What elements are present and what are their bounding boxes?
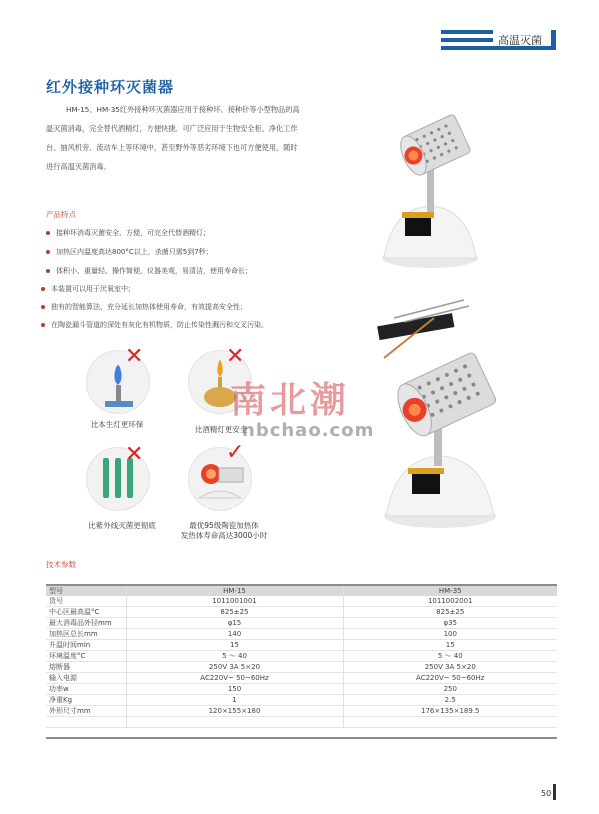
header-bar-top bbox=[441, 30, 493, 34]
table-cell: 净重Kg bbox=[46, 695, 126, 706]
table-row bbox=[46, 607, 557, 618]
table-cell: 环境温度°C bbox=[46, 651, 126, 662]
cross-icon: ✕ bbox=[226, 344, 245, 369]
table-header-row bbox=[46, 585, 557, 596]
header-bar-mid bbox=[441, 38, 493, 42]
table-row bbox=[46, 618, 557, 629]
table-row bbox=[46, 662, 557, 673]
comparison-caption: 比本生灯更环保 bbox=[90, 420, 144, 429]
table-cell: 250V 3A 5×20 bbox=[126, 662, 343, 673]
table-cell: 1011002001 bbox=[343, 596, 557, 607]
column-header: HM-15 bbox=[126, 585, 343, 596]
table-cell: 5 ～ 40 bbox=[126, 651, 343, 662]
feature-item bbox=[46, 228, 210, 238]
table-cell: 中心区最高温°C bbox=[46, 607, 126, 618]
table-cell bbox=[46, 717, 126, 728]
feature-item bbox=[41, 320, 268, 330]
table-cell bbox=[343, 717, 557, 728]
intro-text: HM-15、HM-35红外接种环灭菌器应用于接种环、接种针等小型物品的高温灭菌消毒，完全替代酒精灯，方便快捷。可广泛应用于生物安全柜、净化工作台、抽风机旁、流动车上等环境中，甚至野外等恶劣环境下也可方便使用，随时进行高温灭菌消毒。 bbox=[46, 105, 300, 171]
feature-item bbox=[41, 284, 135, 294]
table-cell: 140 bbox=[126, 629, 343, 640]
table-cell: 2.5 bbox=[343, 695, 557, 706]
table-cell: 100 bbox=[343, 629, 557, 640]
comparison-caption: 最优95级陶瓷加热体 bbox=[189, 521, 259, 530]
table-cell: 外形尺寸mm bbox=[46, 706, 126, 717]
table-cell: AC220V~ 50~60Hz bbox=[126, 673, 343, 684]
feature-item bbox=[46, 247, 213, 257]
comparison-caption: 比酒精灯更安全 bbox=[194, 425, 248, 434]
table-row bbox=[46, 695, 557, 706]
table-cell: 5 ～ 40 bbox=[343, 651, 557, 662]
comparison-caption: 比紫外线灭菌更彻底 bbox=[88, 521, 156, 530]
table-cell: 120×155×180 bbox=[126, 706, 343, 717]
table-cell: 1 bbox=[126, 695, 343, 706]
table-row bbox=[46, 640, 557, 651]
feature-text: 体积小、重量轻、操作简便，仪器美观，易清洁，使用寿命长； bbox=[56, 267, 252, 275]
feature-text: 本装置可以用于厌氧室中； bbox=[51, 285, 135, 293]
watermark-cn: 南北潮 bbox=[230, 380, 351, 421]
table-cell bbox=[126, 717, 343, 728]
comparison-caption-2: 发热体寿命高达3000小时 bbox=[180, 531, 268, 540]
page-title: 红外接种环灭菌器 bbox=[46, 78, 175, 96]
feature-text: 加热区内温度高达800°C以上，杀菌只需5到7秒； bbox=[56, 248, 213, 256]
cross-icon: ✕ bbox=[125, 442, 144, 467]
table-row bbox=[46, 717, 557, 728]
column-header: HM-35 bbox=[343, 585, 557, 596]
table-cell: 15 bbox=[343, 640, 557, 651]
column-header: 型号 bbox=[46, 585, 126, 596]
table-cell: 825±25 bbox=[343, 607, 557, 618]
table-cell: 加热区总长mm bbox=[46, 629, 126, 640]
bullet-icon bbox=[46, 231, 50, 235]
table-cell: φ15 bbox=[126, 618, 343, 629]
feature-text: 在陶瓷漏斗管道的深处有灰化有机物质，防止传染性溅污和交叉污染。 bbox=[51, 321, 268, 329]
table-cell: 功率w bbox=[46, 684, 126, 695]
product-image-hm35 bbox=[374, 298, 504, 534]
table-cell: 熔断器 bbox=[46, 662, 126, 673]
table-row bbox=[46, 673, 557, 684]
table-cell: 1011001001 bbox=[126, 596, 343, 607]
table-cell: 150 bbox=[126, 684, 343, 695]
table-row bbox=[46, 629, 557, 640]
spec-table bbox=[46, 584, 557, 728]
section-title: 高温灭菌 bbox=[498, 34, 542, 47]
page-number-marker bbox=[553, 784, 556, 800]
table-cell: 250 bbox=[343, 684, 557, 695]
table-row bbox=[46, 651, 557, 662]
bullet-icon bbox=[46, 250, 50, 254]
feature-item bbox=[41, 302, 247, 312]
product-image-hm15 bbox=[372, 108, 482, 273]
table-cell: 250V 3A 5×20 bbox=[343, 662, 557, 673]
features-heading: 产品特点 bbox=[46, 210, 76, 219]
table-row bbox=[46, 706, 557, 717]
table-row bbox=[46, 684, 557, 695]
spec-heading: 技术参数 bbox=[46, 560, 76, 569]
table-cell: 825±25 bbox=[126, 607, 343, 618]
feature-item bbox=[46, 266, 252, 276]
page-number: 50 bbox=[541, 789, 552, 798]
check-icon: ✓ bbox=[226, 440, 245, 465]
intro-paragraph bbox=[46, 100, 304, 176]
bullet-icon bbox=[41, 305, 45, 309]
section-marker bbox=[551, 30, 556, 48]
table-cell: 升温时间min bbox=[46, 640, 126, 651]
feature-text: 独有的智能算法，充分延长加热体使用寿命，有效提高安全性； bbox=[51, 303, 247, 311]
table-row bbox=[46, 596, 557, 607]
table-bottom-rule bbox=[46, 737, 557, 739]
table-cell: 15 bbox=[126, 640, 343, 651]
table-cell: φ35 bbox=[343, 618, 557, 629]
watermark-en: nbchao.com bbox=[242, 420, 375, 441]
table-cell: 输入电源 bbox=[46, 673, 126, 684]
table-cell: 176×135×189.5 bbox=[343, 706, 557, 717]
feature-text: 接种环消毒灭菌安全、方便，可完全代替酒精灯； bbox=[56, 229, 210, 237]
cross-icon: ✕ bbox=[125, 344, 144, 369]
table-cell: 货号 bbox=[46, 596, 126, 607]
bullet-icon bbox=[46, 269, 50, 273]
table-cell: AC220V~ 50~60Hz bbox=[343, 673, 557, 684]
table-cell: 最大消毒品外径mm bbox=[46, 618, 126, 629]
bullet-icon bbox=[41, 287, 45, 291]
bullet-icon bbox=[41, 323, 45, 327]
